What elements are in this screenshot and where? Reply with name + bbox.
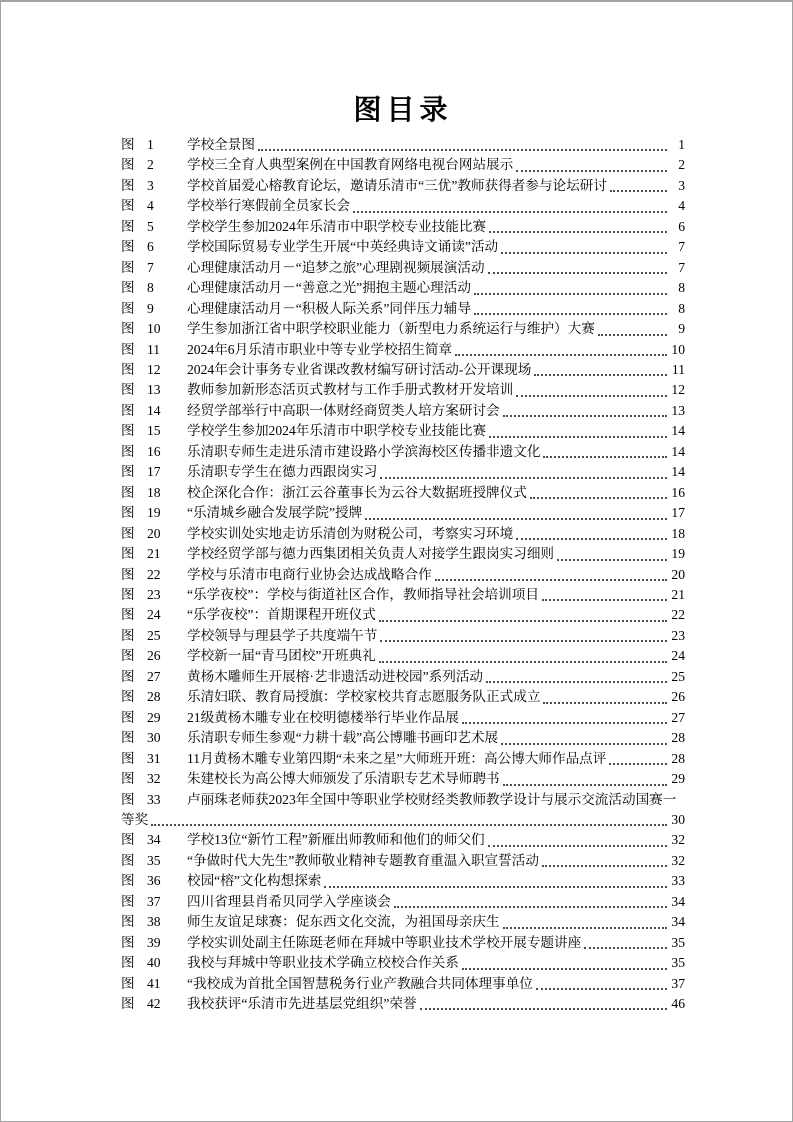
figure-number: 3 xyxy=(147,177,154,193)
dot-leader xyxy=(489,436,667,438)
entry-title: 学校新一届“青马团校”开班典礼 xyxy=(187,648,376,664)
page-number: 10 xyxy=(671,341,685,357)
figure-number: 15 xyxy=(147,423,161,439)
entry-title: 学校实训处实地走访乐清创为财税公司，考察实习环境 xyxy=(187,525,514,541)
figure-number: 22 xyxy=(147,566,161,582)
page-number: 24 xyxy=(671,648,685,664)
dot-leader xyxy=(462,722,667,724)
dot-leader xyxy=(455,354,667,356)
fig-label: 图 xyxy=(121,668,135,684)
fig-label: 图 xyxy=(121,464,135,480)
page-number: 14 xyxy=(671,464,685,480)
page-number: 8 xyxy=(678,300,685,316)
dot-leader xyxy=(557,559,667,561)
fig-label: 图 xyxy=(121,709,135,725)
figure-number: 9 xyxy=(147,300,154,316)
page-number: 3 xyxy=(678,177,685,193)
toc-entry[interactable] xyxy=(121,421,685,441)
fig-label: 图 xyxy=(121,750,135,766)
figure-number: 21 xyxy=(147,546,161,562)
page-number: 12 xyxy=(671,382,685,398)
toc-entry[interactable] xyxy=(121,442,685,462)
entry-title: 2024年会计事务专业省课改教材编写研讨活动-公开课现场 xyxy=(187,361,532,377)
figure-toc xyxy=(121,135,685,1014)
entry-title: 学校国际贸易专业学生开展“中英经典诗文诵读”活动 xyxy=(187,239,499,255)
fig-label: 图 xyxy=(121,198,135,214)
fig-label: 图 xyxy=(121,914,135,930)
page-number: 25 xyxy=(671,668,685,684)
entry-title: 学校首届爱心榕教育论坛，邀请乐清市“三优”教师获得者参与论坛研讨 xyxy=(187,177,607,193)
toc-entry[interactable] xyxy=(121,790,685,810)
entry-title: 校企深化合作：浙江云谷董事长为云谷大数据班授牌仪式 xyxy=(187,484,527,500)
page-number: 7 xyxy=(678,239,685,255)
page-number: 32 xyxy=(671,832,685,848)
entry-title: 学校经贸学部与德力西集团相关负责人对接学生跟岗实习细则 xyxy=(187,546,555,562)
page-number: 2 xyxy=(678,157,685,173)
dot-leader xyxy=(516,395,667,397)
page-number: 28 xyxy=(671,750,685,766)
figure-number: 1 xyxy=(147,137,154,152)
entry-title: 校园“榕”文化构想探索 xyxy=(187,873,322,889)
entry-title: 黄杨木雕师生开展榕·艺非遗活动进校园”系列活动 xyxy=(187,668,484,684)
fig-label: 图 xyxy=(121,996,135,1012)
entry-title: 学校与乐清市电商行业协会达成战略合作 xyxy=(187,566,432,582)
entry-title: 学校全景图 xyxy=(187,137,255,152)
toc-entry[interactable] xyxy=(121,749,685,769)
dot-leader xyxy=(516,538,667,540)
entry-title: 我校与拜城中等职业技术学确立校校合作关系 xyxy=(187,955,459,971)
page-number: 35 xyxy=(671,934,685,950)
toc-entry-continued[interactable] xyxy=(121,810,685,830)
dot-leader xyxy=(503,927,667,929)
dot-leader xyxy=(542,599,667,601)
fig-label: 图 xyxy=(121,525,135,541)
figure-number: 24 xyxy=(147,607,161,623)
dot-leader xyxy=(584,947,667,949)
figure-number: 32 xyxy=(147,771,161,787)
toc-entry[interactable] xyxy=(121,258,685,278)
toc-entry[interactable] xyxy=(121,769,685,789)
figure-number: 25 xyxy=(147,627,161,643)
fig-label: 图 xyxy=(121,627,135,643)
entry-title: 心理健康活动月－“追梦之旅”心理剧视频展演活动 xyxy=(187,259,485,275)
page-title: 图目录 xyxy=(353,95,453,126)
page-number: 7 xyxy=(678,259,685,275)
toc-entry[interactable] xyxy=(121,237,685,257)
toc-entry[interactable] xyxy=(121,319,685,339)
fig-label: 图 xyxy=(121,975,135,991)
figure-number: 17 xyxy=(147,464,161,480)
fig-label: 图 xyxy=(121,586,135,602)
toc-entry[interactable] xyxy=(121,401,685,421)
figure-number: 34 xyxy=(147,832,161,848)
toc-entry[interactable] xyxy=(121,503,685,523)
page-number: 20 xyxy=(671,566,685,582)
dot-leader xyxy=(489,231,667,233)
dot-leader xyxy=(462,968,667,970)
fig-label: 图 xyxy=(121,852,135,868)
fig-label: 图 xyxy=(121,321,135,337)
dot-leader xyxy=(609,763,667,765)
dot-leader xyxy=(543,456,667,458)
page-number: 1 xyxy=(678,137,685,152)
entry-title: 朱建校长为高公博大师颁发了乐清职专艺术导师聘书 xyxy=(187,771,500,787)
toc-entry[interactable] xyxy=(121,830,685,850)
figure-number: 40 xyxy=(147,955,161,971)
figure-number: 2 xyxy=(147,157,154,173)
toc-entry[interactable] xyxy=(121,196,685,216)
page-number: 4 xyxy=(678,198,685,214)
entry-title: “争做时代大先生”教师敬业精神专题教育重温入职宣誓活动 xyxy=(187,852,539,868)
fig-label: 图 xyxy=(121,402,135,418)
page-number: 9 xyxy=(678,321,685,337)
figure-number: 36 xyxy=(147,873,161,889)
page-number: 16 xyxy=(671,484,685,500)
figure-number: 31 xyxy=(147,750,161,766)
entry-title: 乐清职专师生走进乐清市建设路小学滨海校区传播非遗文化 xyxy=(187,443,541,459)
page-body xyxy=(1,2,792,1121)
fig-label: 图 xyxy=(121,791,135,807)
dot-leader xyxy=(380,477,667,479)
dot-leader xyxy=(394,906,667,908)
entry-title: 我校获评“乐清市先进基层党组织”荣誉 xyxy=(187,996,417,1012)
entry-title: 乐清妇联、教育局授旗：学校家校共育志愿服务队正式成立 xyxy=(187,689,541,705)
dot-leader xyxy=(474,313,667,315)
page-number: 6 xyxy=(678,218,685,234)
fig-label: 图 xyxy=(121,505,135,521)
entry-title: “乐学夜校”：学校与街道社区合作，教师指导社会培训项目 xyxy=(187,586,539,602)
figure-number: 33 xyxy=(147,791,161,807)
dot-leader xyxy=(151,824,667,826)
toc-entry[interactable] xyxy=(121,135,685,155)
figure-number: 39 xyxy=(147,934,161,950)
dot-leader xyxy=(324,886,667,888)
page-number: 37 xyxy=(671,975,685,991)
figure-number: 14 xyxy=(147,402,161,418)
toc-entry[interactable] xyxy=(121,974,685,994)
figure-number: 23 xyxy=(147,586,161,602)
page-number: 17 xyxy=(671,505,685,521)
fig-label: 图 xyxy=(121,177,135,193)
page-number: 21 xyxy=(671,586,685,602)
page-number: 26 xyxy=(671,689,685,705)
dot-leader xyxy=(379,620,667,622)
fig-label: 图 xyxy=(121,689,135,705)
page-number: 23 xyxy=(671,627,685,643)
dot-leader xyxy=(486,681,667,683)
figure-number: 4 xyxy=(147,198,154,214)
page-number: 14 xyxy=(671,443,685,459)
toc-entry[interactable] xyxy=(121,687,685,707)
fig-label: 图 xyxy=(121,484,135,500)
figure-number: 7 xyxy=(147,259,154,275)
page-number: 34 xyxy=(671,893,685,909)
entry-title: 学校学生参加2024年乐清市中职学校专业技能比赛 xyxy=(187,423,487,439)
dot-leader xyxy=(530,497,667,499)
toc-entry[interactable] xyxy=(121,483,685,503)
fig-label: 图 xyxy=(121,443,135,459)
figure-number: 38 xyxy=(147,914,161,930)
figure-number: 28 xyxy=(147,689,161,705)
fig-label: 图 xyxy=(121,157,135,173)
toc-entry[interactable] xyxy=(121,892,685,912)
dot-leader xyxy=(435,579,667,581)
toc-entry[interactable] xyxy=(121,953,685,973)
toc-entry[interactable] xyxy=(121,155,685,175)
figure-number: 42 xyxy=(147,996,161,1012)
fig-label: 图 xyxy=(121,873,135,889)
toc-entry[interactable] xyxy=(121,646,685,666)
dot-leader xyxy=(536,988,667,990)
entry-title: “我校成为首批全国智慧税务行业产教融合共同体理事单位 xyxy=(187,975,533,991)
fig-label: 图 xyxy=(121,239,135,255)
figure-number: 6 xyxy=(147,239,154,255)
entry-title: 2024年6月乐清市职业中等专业学校招生简章 xyxy=(187,341,453,357)
page-number: 13 xyxy=(671,402,685,418)
figure-number: 10 xyxy=(147,321,161,337)
figure-number: 35 xyxy=(147,852,161,868)
toc-entry[interactable] xyxy=(121,585,685,605)
entry-title: 等奖 xyxy=(121,811,149,827)
fig-label: 图 xyxy=(121,955,135,971)
figure-number: 30 xyxy=(147,730,161,746)
fig-label: 图 xyxy=(121,423,135,439)
dot-leader xyxy=(501,252,667,254)
dot-leader xyxy=(542,865,667,867)
figure-number: 8 xyxy=(147,280,154,296)
entry-title: “乐清城乡融合发展学院”授牌 xyxy=(187,505,363,521)
dot-leader xyxy=(610,190,667,192)
page-number: 14 xyxy=(671,423,685,439)
dot-leader xyxy=(503,415,667,417)
dot-leader xyxy=(379,661,667,663)
entry-title: 学校实训处副主任陈珽老师在拜城中等职业技术学校开展专题讲座 xyxy=(187,934,582,950)
entry-title: 学校领导与理县学子共度端午节 xyxy=(187,627,378,643)
toc-entry[interactable] xyxy=(121,728,685,748)
figure-number: 19 xyxy=(147,505,161,521)
page-number: 33 xyxy=(671,873,685,889)
page-number: 29 xyxy=(671,771,685,787)
toc-entry[interactable] xyxy=(121,708,685,728)
fig-label: 图 xyxy=(121,259,135,275)
dot-leader xyxy=(380,640,667,642)
figure-number: 41 xyxy=(147,975,161,991)
entry-title: 经贸学部举行中高职一体财经商贸类人培方案研讨会 xyxy=(187,402,500,418)
figure-number: 5 xyxy=(147,218,154,234)
dot-leader xyxy=(501,743,667,745)
fig-label: 图 xyxy=(121,893,135,909)
dot-leader xyxy=(516,170,667,172)
toc-entry[interactable] xyxy=(121,278,685,298)
page-number: 11 xyxy=(671,361,685,377)
page-number: 27 xyxy=(671,709,685,725)
toc-entry[interactable] xyxy=(121,380,685,400)
fig-label: 图 xyxy=(121,361,135,377)
toc-entry[interactable] xyxy=(121,871,685,891)
fig-label: 图 xyxy=(121,341,135,357)
entry-title: “乐学夜校”：首期课程开班仪式 xyxy=(187,607,376,623)
dot-leader xyxy=(353,211,667,213)
entry-title: 教师参加新形态活页式教材与工作手册式教材开发培训 xyxy=(187,382,514,398)
page-number: 22 xyxy=(671,607,685,623)
toc-entry[interactable] xyxy=(121,176,685,196)
toc-entry[interactable] xyxy=(121,544,685,564)
page-number: 30 xyxy=(671,811,685,827)
fig-label: 图 xyxy=(121,546,135,562)
fig-label: 图 xyxy=(121,730,135,746)
entry-title: 学生参加浙江省中职学校职业能力（新型电力系统运行与维护）大赛 xyxy=(187,321,595,337)
entry-title: 卢丽珠老师获2023年全国中等职业学校财经类教师教学设计与展示交流活动国赛一 xyxy=(187,791,677,807)
entry-title: 心理健康活动月－“积极人际关系”同伴压力辅导 xyxy=(187,300,471,316)
toc-entry[interactable] xyxy=(121,524,685,544)
toc-entry[interactable] xyxy=(121,933,685,953)
toc-entry[interactable] xyxy=(121,667,685,687)
fig-label: 图 xyxy=(121,218,135,234)
dot-leader xyxy=(258,149,667,151)
page-number: 28 xyxy=(671,730,685,746)
figure-number: 18 xyxy=(147,484,161,500)
figure-number: 20 xyxy=(147,525,161,541)
dot-leader xyxy=(598,334,667,336)
fig-label: 图 xyxy=(121,934,135,950)
entry-title: 学校13位“新竹工程”新雁出师教师和他们的师父们 xyxy=(187,832,485,848)
entry-title: 学校举行寒假前全员家长会 xyxy=(187,198,351,214)
dot-leader xyxy=(488,845,667,847)
entry-title: 师生友谊足球赛：促东西文化交流，为祖国母亲庆生 xyxy=(187,914,500,930)
entry-title: 21级黄杨木雕专业在校明德楼举行毕业作品展 xyxy=(187,709,459,725)
figure-number: 12 xyxy=(147,361,161,377)
toc-entry[interactable] xyxy=(121,912,685,932)
fig-label: 图 xyxy=(121,382,135,398)
fig-label: 图 xyxy=(121,771,135,787)
toc-entry[interactable] xyxy=(121,851,685,871)
page-number: 32 xyxy=(671,852,685,868)
figure-number: 27 xyxy=(147,668,161,684)
page-number: 18 xyxy=(671,525,685,541)
figure-number: 37 xyxy=(147,893,161,909)
figure-number: 11 xyxy=(147,341,161,357)
fig-label: 图 xyxy=(121,607,135,623)
fig-label: 图 xyxy=(121,300,135,316)
fig-label: 图 xyxy=(121,648,135,664)
figure-number: 13 xyxy=(147,382,161,398)
fig-label: 图 xyxy=(121,137,135,152)
dot-leader xyxy=(503,784,667,786)
dot-leader xyxy=(420,1008,667,1010)
page-number: 35 xyxy=(671,955,685,971)
dot-leader xyxy=(488,272,667,274)
entry-title: 心理健康活动月－“善意之光”拥抱主题心理活动 xyxy=(187,280,471,296)
toc-entry[interactable] xyxy=(121,565,685,585)
dot-leader xyxy=(543,702,667,704)
fig-label: 图 xyxy=(121,566,135,582)
page-number: 34 xyxy=(671,914,685,930)
toc-entry[interactable] xyxy=(121,360,685,380)
entry-title: 学校三全育人典型案例在中国教育网络电视台网站展示 xyxy=(187,157,514,173)
toc-entry[interactable] xyxy=(121,462,685,482)
toc-entry[interactable] xyxy=(121,217,685,237)
toc-entry[interactable] xyxy=(121,340,685,360)
page-number: 46 xyxy=(671,996,685,1012)
entry-title: 11月黄杨木雕专业第四期“未来之星”大师班开班：高公博大师作品点评 xyxy=(187,750,607,766)
fig-label: 图 xyxy=(121,832,135,848)
dot-leader xyxy=(534,374,667,376)
figure-number: 16 xyxy=(147,443,161,459)
entry-title: 学校学生参加2024年乐清市中职学校专业技能比赛 xyxy=(187,218,487,234)
dot-leader xyxy=(365,518,667,520)
fig-label: 图 xyxy=(121,280,135,296)
toc-entry[interactable] xyxy=(121,994,685,1014)
entry-title: 四川省理县肖希贝同学入学座谈会 xyxy=(187,893,391,909)
toc-entry[interactable] xyxy=(121,626,685,646)
dot-leader xyxy=(474,293,667,295)
page-number: 19 xyxy=(671,546,685,562)
toc-entry[interactable] xyxy=(121,299,685,319)
figure-number: 29 xyxy=(147,709,161,725)
toc-entry[interactable] xyxy=(121,605,685,625)
entry-title: 乐清职专学生在德力西跟岗实习 xyxy=(187,464,378,480)
figure-number: 26 xyxy=(147,648,161,664)
page-number: 8 xyxy=(678,280,685,296)
entry-title: 乐清职专师生参观“力耕十载”高公博雕书画印艺术展 xyxy=(187,730,499,746)
